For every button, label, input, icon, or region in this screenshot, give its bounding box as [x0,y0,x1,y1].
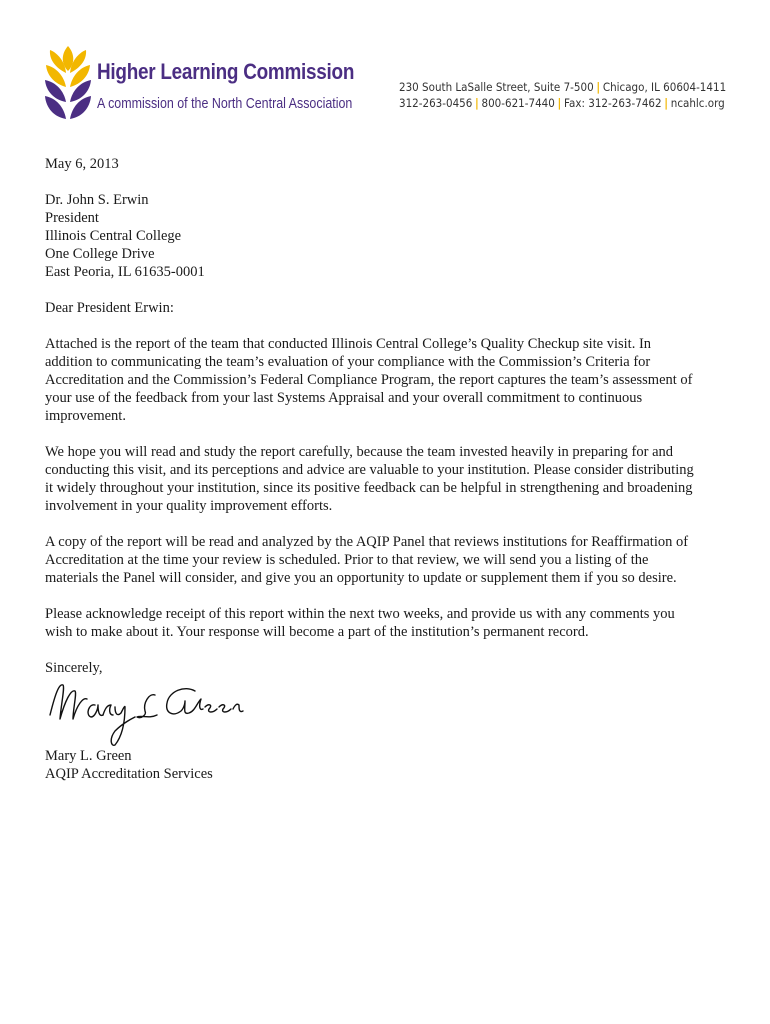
paragraph-line: wish to make about it. Your response will become a part of the institution’s permanent record. [45,624,589,640]
paragraph-line: conducting this visit, and its perceptions and advice are valuable to your institution. Please consider distributing [45,462,694,478]
paragraph-line: We hope you will read and study the report carefully, because the team invested heavily in preparing for and [45,444,674,460]
website-link[interactable]: ncahlc.org [670,96,725,110]
separator: | [596,80,601,94]
fax-number: Fax: 312-263-7462 [564,96,662,110]
paragraph-line: your use of the feedback from your last Systems Appraisal and your overall commitment to continuous [45,390,643,406]
toll-free-number: 800-621-7440 [481,96,555,110]
signature-image [45,675,250,750]
signer-name: Mary L. Green [45,748,132,764]
wheat-leaf-logo-icon [44,44,92,120]
body-paragraph-4 [45,605,735,641]
paragraph-line: Accreditation and the Commission’s Federal Compliance Program, the report captures the team’s assessment of [45,372,693,388]
paragraph-line: Please acknowledge receipt of this report within the next two weeks, and provide us with any comments you [45,606,675,622]
contact-phone-line [399,96,725,110]
signature-block [45,747,735,783]
recipient-street: One College Drive [45,246,155,262]
contact-address-line [399,80,726,94]
phone-number: 312-263-0456 [399,96,473,110]
recipient-address [45,191,735,281]
recipient-title: President [45,210,99,226]
letter-date: May 6, 2013 [45,156,119,172]
separator: | [475,96,479,110]
paragraph-line: Attached is the report of the team that conducted Illinois Central College’s Quality Checkup site visit. In [45,336,652,352]
org-name: Higher Learning Commission [97,59,355,84]
recipient-city: East Peoria, IL 61635-0001 [45,264,205,280]
body-paragraph-2 [45,443,735,515]
signer-title: AQIP Accreditation Services [45,766,213,782]
body-paragraph-3 [45,533,735,587]
salutation: Dear President Erwin: [45,300,174,316]
address-city: Chicago, IL 60604-1411 [602,80,727,94]
closing: Sincerely, [45,660,103,676]
recipient-name: Dr. John S. Erwin [45,192,149,208]
paragraph-line: materials the Panel will consider, and give you an opportunity to update or supplement them if you so desire. [45,570,677,586]
separator: | [557,96,562,110]
org-tagline: A commission of the North Central Association [97,95,353,112]
paragraph-line: involvement in your quality improvement efforts. [45,498,333,514]
recipient-institution: Illinois Central College [45,228,182,244]
paragraph-line: it widely throughout your institution, since its positive feedback can be helpful in strengthening and broadening [45,480,693,496]
paragraph-line: A copy of the report will be read and analyzed by the AQIP Panel that reviews institutions for Reaffirmation of [45,534,689,550]
body-paragraph-1 [45,335,735,425]
paragraph-line: improvement. [45,408,126,424]
paragraph-line: addition to communicating the team’s evaluation of your compliance with the Commission’s Criteria for [45,354,651,370]
separator: | [664,96,669,110]
paragraph-line: Accreditation at the time your review is scheduled. Prior to that review, we will send you a listing of the [45,552,649,568]
address-street: 230 South LaSalle Street, Suite 7-500 [399,80,594,94]
